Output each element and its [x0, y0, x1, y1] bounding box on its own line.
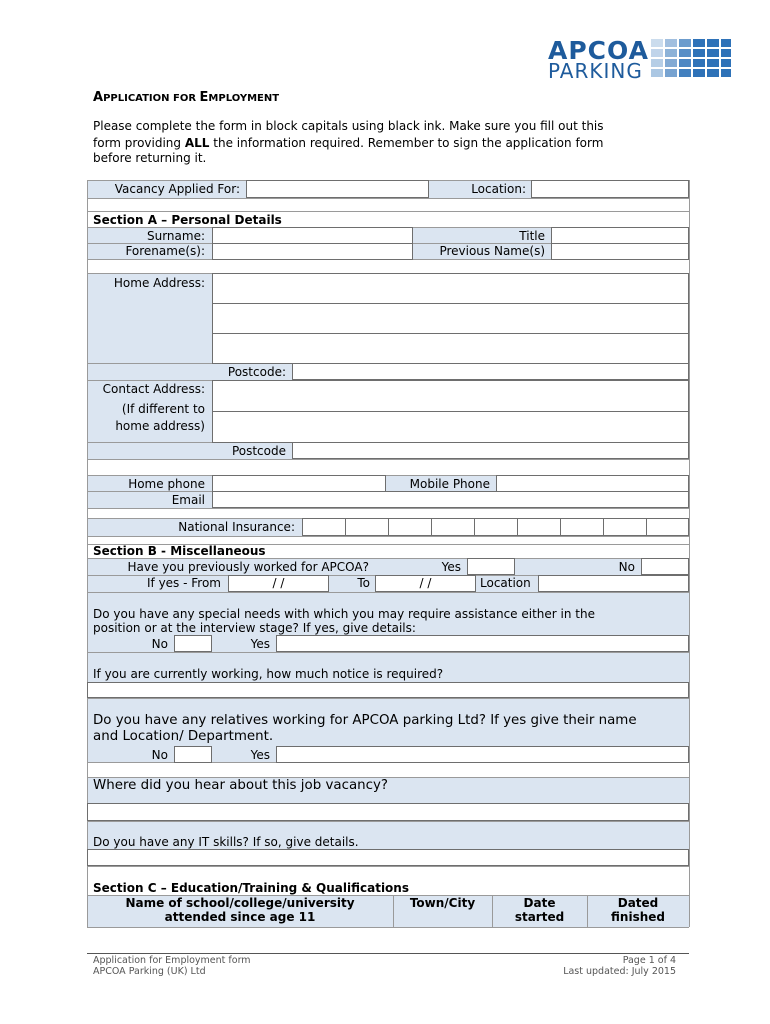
prev-location-label: Location [480, 576, 531, 590]
col-started-header-1: Date [523, 896, 556, 910]
relatives-line-2: and Location/ Department. [93, 729, 274, 744]
col-town-header: Town/City [409, 896, 476, 910]
home-phone-label: Home phone [128, 477, 205, 491]
email-input[interactable] [212, 491, 689, 508]
col-finished-header-1: Dated [617, 896, 659, 910]
it-skills-input[interactable] [87, 849, 689, 866]
special-needs-no-checkbox[interactable] [174, 635, 212, 652]
relatives-no-checkbox[interactable] [174, 746, 212, 763]
postcode2-input[interactable] [292, 442, 689, 459]
footer-last-updated: Last updated: July 2015 [563, 966, 676, 977]
forenames-input[interactable] [212, 243, 413, 260]
previous-names-label: Previous Name(s) [439, 244, 545, 258]
relatives-details-input[interactable] [276, 746, 689, 763]
ni-box-3[interactable] [388, 518, 432, 536]
contact-address-label: Contact Address: [102, 382, 205, 396]
surname-input[interactable] [212, 227, 413, 244]
surname-label: Surname: [146, 229, 205, 243]
home-address-label: Home Address: [113, 276, 205, 290]
footer-left-1: Application for Employment form [93, 955, 251, 966]
ni-box-4[interactable] [431, 518, 475, 536]
if-yes-from-label: If yes - From [146, 576, 221, 590]
postcode-label: Postcode: [227, 365, 286, 379]
mobile-phone-input[interactable] [496, 475, 689, 492]
notice-input[interactable] [87, 682, 689, 698]
logo-grid-icon [651, 39, 731, 79]
postcode-input[interactable] [292, 363, 689, 380]
hear-input[interactable] [87, 803, 689, 821]
email-label: Email [171, 493, 205, 507]
notice-question: If you are currently working, how much notice is required? [93, 667, 444, 681]
to-date-slashes: / / [419, 576, 432, 590]
mobile-phone-label: Mobile Phone [409, 477, 490, 491]
page-title: APPLICATION FOR EMPLOYMENT [93, 90, 280, 105]
prev-worked-yes-label: Yes [441, 560, 461, 574]
vacancy-label: Vacancy Applied For: [114, 182, 240, 196]
footer-page-number: Page 1 of 4 [622, 955, 676, 966]
apcoa-logo [548, 38, 733, 82]
forenames-label: Forename(s): [125, 244, 205, 258]
special-needs-line-1: Do you have any special needs with which you may require assistance either in the [93, 607, 595, 621]
ni-box-6[interactable] [517, 518, 561, 536]
vacancy-input[interactable] [246, 180, 429, 198]
relatives-no-label: No [151, 748, 168, 762]
ni-box-8[interactable] [603, 518, 647, 536]
logo-text-bottom: PARKING [548, 59, 643, 83]
location-label: Location: [471, 182, 526, 196]
title-input[interactable] [551, 227, 689, 244]
prev-worked-yes-checkbox[interactable] [467, 558, 515, 575]
from-date-slashes: / / [272, 576, 285, 590]
prev-worked-no-label: No [618, 560, 635, 574]
special-needs-yes-label: Yes [250, 637, 270, 651]
section-a-heading: Section A – Personal Details [93, 213, 282, 227]
col-school-header-2: attended since age 11 [164, 910, 316, 924]
relatives-line-1: Do you have any relatives working for APCOA parking Ltd? If yes give their name [93, 713, 637, 728]
postcode2-label: Postcode [231, 444, 286, 458]
it-skills-question: Do you have any IT skills? If so, give details. [93, 835, 359, 849]
logo-text-top: APCOA [548, 36, 649, 65]
home-address-line-3[interactable] [212, 333, 689, 364]
ni-box-1[interactable] [302, 518, 346, 536]
to-label: To [357, 576, 370, 590]
if-different-label-2: home address) [115, 419, 205, 433]
if-different-label-1: (If different to [121, 402, 205, 416]
prev-worked-no-checkbox[interactable] [641, 558, 689, 575]
intro-line-1: Please complete the form in block capitals using black ink. Make sure you fill out this [93, 119, 604, 133]
location-input[interactable] [531, 180, 689, 198]
ni-box-5[interactable] [474, 518, 518, 536]
relatives-yes-label: Yes [250, 748, 270, 762]
intro-line-3: before returning it. [93, 151, 207, 165]
ni-box-7[interactable] [560, 518, 604, 536]
national-insurance-label: National Insurance: [178, 520, 295, 534]
contact-address-line-2[interactable] [212, 411, 689, 443]
title-label: Title [519, 229, 545, 243]
special-needs-line-2: position or at the interview stage? If yes, give details: [93, 621, 416, 635]
previous-names-input[interactable] [551, 243, 689, 260]
section-b-heading: Section B - Miscellaneous [93, 544, 266, 558]
intro-line-2: form providing ALL the information required. Remember to sign the application form [93, 136, 604, 150]
hear-question: Where did you hear about this job vacancy? [93, 778, 389, 793]
special-needs-no-label: No [151, 637, 168, 651]
prev-worked-label: Have you previously worked for APCOA? [127, 560, 369, 574]
special-needs-details-input[interactable] [276, 635, 689, 652]
ni-box-2[interactable] [345, 518, 389, 536]
col-finished-header-2: finished [611, 910, 665, 924]
home-phone-input[interactable] [212, 475, 386, 492]
home-address-line-2[interactable] [212, 303, 689, 334]
col-started-header-2: started [514, 910, 565, 924]
footer-left-2: APCOA Parking (UK) Ltd [93, 966, 206, 977]
section-c-heading: Section C – Education/Training & Qualifications [93, 881, 409, 895]
contact-address-line-1[interactable] [212, 380, 689, 412]
prev-location-input[interactable] [538, 575, 689, 592]
col-school-header-1: Name of school/college/university [125, 896, 355, 910]
ni-box-9[interactable] [646, 518, 689, 536]
home-address-line-1[interactable] [212, 273, 689, 304]
